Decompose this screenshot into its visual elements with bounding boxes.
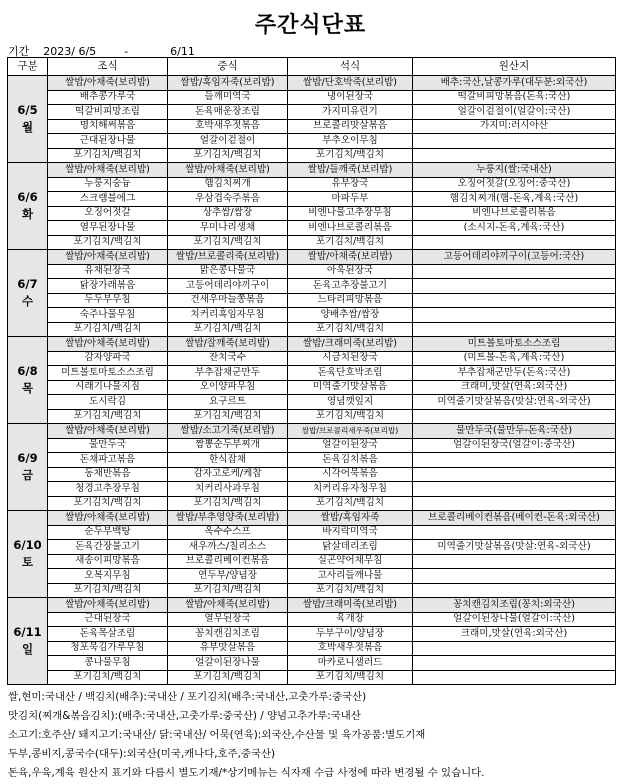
dinner-cell: 고사리들깨나물 <box>288 569 413 584</box>
note-line: 소고기:호주산/ 돼지고기:국내산/ 닭:국내산/ 어묵(연육):외국산,수산물 및 육가공품:별도기재 <box>8 729 426 741</box>
origin-cell: 미트볼토마토소스조림 <box>413 337 616 352</box>
origin-cell <box>413 279 616 294</box>
lunch-cell: 우삼겹숙주볶음 <box>168 192 288 207</box>
dinner-cell: 쌀밥/아채죽(보리밥) <box>288 250 413 265</box>
menu-row <box>8 409 616 424</box>
breakfast-cell: 포기김치/백김치 <box>48 496 168 511</box>
menu-row <box>8 148 616 163</box>
day-cell <box>8 337 48 424</box>
origin-cell: 크래미,맛살(연육:외국산) <box>413 380 616 395</box>
breakfast-cell: 포기김치/백김치 <box>48 322 168 337</box>
dinner-cell: 포기김치/백김치 <box>288 235 413 250</box>
menu-row <box>8 221 616 236</box>
menu-row <box>8 525 616 540</box>
header-dinner: 석식 <box>288 58 413 76</box>
day-weekday: 금 <box>21 468 34 482</box>
day-weekday: 수 <box>21 294 34 308</box>
menu-row <box>8 163 616 178</box>
period-dash: - <box>124 45 129 58</box>
origin-cell: 고등어데리야끼구이(고등어:국산) <box>413 250 616 265</box>
menu-row <box>8 511 616 526</box>
breakfast-cell: 숙주나물무침 <box>48 308 168 323</box>
page-title: 주간식단표 <box>254 13 367 38</box>
menu-row <box>8 670 616 685</box>
dinner-cell: 시각어묵볶음 <box>288 467 413 482</box>
dinner-cell: 아욱된장국 <box>288 264 413 279</box>
day-date: 6/9 <box>17 450 38 465</box>
lunch-cell: 상추쌈/쌈장 <box>168 206 288 221</box>
day-cell <box>8 250 48 337</box>
origin-cell: 가지미:러시아산 <box>413 119 616 134</box>
menu-row <box>8 467 616 482</box>
origin-cell <box>413 656 616 671</box>
origin-cell <box>413 482 616 497</box>
breakfast-cell: 오복지무침 <box>48 569 168 584</box>
lunch-cell: 포기김치/백김치 <box>168 235 288 250</box>
lunch-cell: 맑은콩나물국 <box>168 264 288 279</box>
lunch-cell: 브로콜리베이컨볶음 <box>168 554 288 569</box>
origin-cell: 햄김치찌개(햄-돈육,계육:국산) <box>413 192 616 207</box>
breakfast-cell: 포기김치/백김치 <box>48 670 168 685</box>
lunch-cell: 얼갈이겉절이 <box>168 134 288 149</box>
dinner-cell: 부추오이무침 <box>288 134 413 149</box>
dinner-cell: 느타리피망볶음 <box>288 293 413 308</box>
dinner-cell: 쌀밥/흑임자죽 <box>288 511 413 526</box>
dinner-cell: 치커리유자청무침 <box>288 482 413 497</box>
dinner-cell: 실곤약어채무침 <box>288 554 413 569</box>
menu-row <box>8 322 616 337</box>
breakfast-cell: 청포묵김가루무침 <box>48 641 168 656</box>
menu-row <box>8 395 616 410</box>
breakfast-cell: 동채반볶음 <box>48 467 168 482</box>
lunch-cell: 짬뽕순두부찌개 <box>168 438 288 453</box>
origin-cell <box>413 264 616 279</box>
lunch-cell: 쌀밥/아채죽(보리밥) <box>168 598 288 613</box>
dinner-cell: 쌀밥/크래미죽(보리밥) <box>288 598 413 613</box>
menu-row <box>8 105 616 120</box>
lunch-cell: 쌀밥/잘깨죽(보리밥) <box>168 337 288 352</box>
breakfast-cell: 스크램블에그 <box>48 192 168 207</box>
note-line: 두부,콩비지,콩국수(대두):외국산(미국,캐나다,호주,중국산) <box>8 748 276 760</box>
breakfast-cell: 유채된장국 <box>48 264 168 279</box>
origin-cell: 부추잡채군만두(돈육:국산) <box>413 366 616 381</box>
dinner-cell: 냉이된장국 <box>288 90 413 105</box>
lunch-cell: 햄김치찌개 <box>168 177 288 192</box>
origin-cell <box>413 670 616 685</box>
lunch-cell: 치커리흑임자무침 <box>168 308 288 323</box>
day-weekday: 토 <box>21 555 34 569</box>
lunch-cell: 쌀밥/부추영양죽(보리밥) <box>168 511 288 526</box>
dinner-cell: 비엔나브로콜리볶음 <box>288 221 413 236</box>
breakfast-cell: 청경고추장무침 <box>48 482 168 497</box>
menu-row <box>8 293 616 308</box>
period-start: 2023/ 6/5 <box>43 45 97 58</box>
lunch-cell: 쌀밥/아채죽(보리밥) <box>168 163 288 178</box>
dinner-cell: 마카로니샐러드 <box>288 656 413 671</box>
origin-cell: 얼갈이된장국(얼갈이:중국산) <box>413 438 616 453</box>
menu-row <box>8 119 616 134</box>
breakfast-cell: 근대된장나물 <box>48 134 168 149</box>
dinner-cell: 포기김치/백김치 <box>288 583 413 598</box>
lunch-cell: 호박새우젓볶음 <box>168 119 288 134</box>
dinner-cell: 얼갈이된장국 <box>288 438 413 453</box>
dinner-cell: 두부구이/양념장 <box>288 627 413 642</box>
dinner-cell: 비엔나물고추장무침 <box>288 206 413 221</box>
origin-cell: 얼갈이된장나물(얼갈이:국산) <box>413 612 616 627</box>
header-lunch: 중식 <box>168 58 288 76</box>
note-line: 쌀,현미:국내산 / 백김치(배추):국내산 / 포기김치(배추:국내산,고춧가루:중국산) <box>8 691 367 703</box>
dinner-cell: 양배추쌈/쌈장 <box>288 308 413 323</box>
lunch-cell: 들깨미역국 <box>168 90 288 105</box>
breakfast-cell: 포기김치/백김치 <box>48 409 168 424</box>
dinner-cell: 미역줄기맛살볶음 <box>288 380 413 395</box>
menu-row <box>8 76 616 91</box>
origin-cell: (소시지-돈육,계육:국산) <box>413 221 616 236</box>
lunch-cell: 포기김치/백김치 <box>168 409 288 424</box>
origin-cell <box>413 583 616 598</box>
menu-row <box>8 540 616 555</box>
lunch-cell: 돈육매운장조림 <box>168 105 288 120</box>
day-weekday: 월 <box>21 120 34 134</box>
dinner-cell: 육개장 <box>288 612 413 627</box>
header-breakfast: 조식 <box>48 58 168 76</box>
origin-cell <box>413 467 616 482</box>
breakfast-cell: 떡갈비피망조림 <box>48 105 168 120</box>
day-date: 6/5 <box>17 102 38 117</box>
origin-cell: 미역줄기맛살볶음(맛살:연육-외국산) <box>413 395 616 410</box>
note-line: 맛김치(찌개&볶음김치):(배추:국내산,고춧가루:중국산) / 양념고추가루:국내산 <box>8 710 361 722</box>
dinner-cell: 포기김치/백김치 <box>288 322 413 337</box>
day-date: 6/10 <box>13 537 42 552</box>
lunch-cell: 쌀밥/소고기죽(보리밥) <box>168 424 288 439</box>
origin-cell <box>413 641 616 656</box>
breakfast-cell: 쌀밥/아채죽(보리밥) <box>48 337 168 352</box>
menu-row <box>8 177 616 192</box>
lunch-cell: 열무된장국 <box>168 612 288 627</box>
lunch-cell: 포기김치/백김치 <box>168 583 288 598</box>
dinner-cell: 쌀밥/브로콜리새우죽(보리밥) <box>288 424 413 439</box>
lunch-cell: 요구르트 <box>168 395 288 410</box>
menu-row <box>8 598 616 613</box>
origin-cell: 브로콜리베이컨볶음(베이컨-돈육:외국산) <box>413 511 616 526</box>
lunch-cell: 포기김치/백김치 <box>168 670 288 685</box>
breakfast-cell: 쌀밥/아채죽(보리밥) <box>48 163 168 178</box>
menu-row <box>8 264 616 279</box>
lunch-cell: 옥수수스프 <box>168 525 288 540</box>
breakfast-cell: 쌀밥/아채죽(보리밥) <box>48 511 168 526</box>
origin-cell: 꽁치캔김치조림(꽁치:외국산) <box>413 598 616 613</box>
menu-row <box>8 424 616 439</box>
day-cell <box>8 163 48 250</box>
origin-cell <box>413 293 616 308</box>
dinner-cell: 돈육고추장불고기 <box>288 279 413 294</box>
breakfast-cell: 돈육간장불고기 <box>48 540 168 555</box>
breakfast-cell: 도시락김 <box>48 395 168 410</box>
menu-row <box>8 206 616 221</box>
menu-row <box>8 380 616 395</box>
lunch-cell: 얼갈이된장나물 <box>168 656 288 671</box>
lunch-cell: 쌀밥/브로콜리죽(보리밥) <box>168 250 288 265</box>
header-origin: 원산지 <box>413 58 616 76</box>
menu-row <box>8 235 616 250</box>
breakfast-cell: 배추콩가루국 <box>48 90 168 105</box>
breakfast-cell: 누룽지숭늉 <box>48 177 168 192</box>
breakfast-cell: 감자양파국 <box>48 351 168 366</box>
origin-cell: 미역줄기맛살볶음(맛살:연육-외국산) <box>413 540 616 555</box>
day-date: 6/6 <box>17 189 38 204</box>
dinner-cell: 포기김치/백김치 <box>288 148 413 163</box>
lunch-cell: 새우까스/칠리소스 <box>168 540 288 555</box>
menu-row <box>8 583 616 598</box>
origin-cell <box>413 554 616 569</box>
origin-cell <box>413 235 616 250</box>
lunch-cell: 잔치국수 <box>168 351 288 366</box>
breakfast-cell: 순두부백탕 <box>48 525 168 540</box>
lunch-cell: 무미나리생채 <box>168 221 288 236</box>
breakfast-cell: 미트볼토마토소스조림 <box>48 366 168 381</box>
origin-cell <box>413 308 616 323</box>
lunch-cell: 포기김치/백김치 <box>168 496 288 511</box>
lunch-cell: 치커리사과무침 <box>168 482 288 497</box>
origin-cell: 배추:국산,날콩가루(대두분:외국산) <box>413 76 616 91</box>
menu-row <box>8 438 616 453</box>
dinner-cell: 돈육단호박조림 <box>288 366 413 381</box>
dinner-cell: 돈육김치볶음 <box>288 453 413 468</box>
dinner-cell: 마파두부 <box>288 192 413 207</box>
origin-cell: 비엔나브로콜리볶음 <box>413 206 616 221</box>
header-row <box>8 58 616 76</box>
origin-cell: 누룽지(쌀:국내산) <box>413 163 616 178</box>
menu-row <box>8 250 616 265</box>
origin-notes <box>8 688 616 783</box>
menu-row <box>8 351 616 366</box>
breakfast-cell: 쌀밥/아채죽(보리밥) <box>48 424 168 439</box>
breakfast-cell: 두두부무침 <box>48 293 168 308</box>
origin-cell: 크래미,맛살(연육:외국산) <box>413 627 616 642</box>
menu-row <box>8 337 616 352</box>
lunch-cell: 건새우마늘쫑볶음 <box>168 293 288 308</box>
lunch-cell: 감자고로케/케찹 <box>168 467 288 482</box>
day-date: 6/8 <box>17 363 38 378</box>
menu-row <box>8 453 616 468</box>
menu-row <box>8 569 616 584</box>
day-date: 6/7 <box>17 276 38 291</box>
lunch-cell: 유부맛살볶음 <box>168 641 288 656</box>
lunch-cell: 오이양파무침 <box>168 380 288 395</box>
day-weekday: 목 <box>21 381 34 395</box>
origin-cell <box>413 148 616 163</box>
header-category: 구분 <box>8 58 48 76</box>
day-cell <box>8 76 48 163</box>
breakfast-cell: 시래기나물지짐 <box>48 380 168 395</box>
menu-row <box>8 496 616 511</box>
origin-cell <box>413 569 616 584</box>
period-end: 6/11 <box>170 45 195 58</box>
menu-row <box>8 279 616 294</box>
origin-cell <box>413 322 616 337</box>
lunch-cell: 꽁치캔김치조림 <box>168 627 288 642</box>
breakfast-cell: 새송이피망볶음 <box>48 554 168 569</box>
breakfast-cell: 돈육목살조림 <box>48 627 168 642</box>
menu-body <box>8 76 616 685</box>
day-cell <box>8 598 48 685</box>
day-cell <box>8 511 48 598</box>
dinner-cell: 쌀밥/들깨죽(보리밥) <box>288 163 413 178</box>
lunch-cell: 포기김치/백김치 <box>168 148 288 163</box>
breakfast-cell: 포기김치/백김치 <box>48 583 168 598</box>
breakfast-cell: 오징어젓갈 <box>48 206 168 221</box>
menu-row <box>8 482 616 497</box>
dinner-cell: 쌀밥/크래미죽(보리밥) <box>288 337 413 352</box>
menu-row <box>8 192 616 207</box>
menu-row <box>8 134 616 149</box>
period-label: 기간 <box>8 45 30 58</box>
origin-cell <box>413 409 616 424</box>
menu-row <box>8 90 616 105</box>
breakfast-cell: 닭장가래볶음 <box>48 279 168 294</box>
day-cell <box>8 424 48 511</box>
lunch-cell: 고등어데리야끼구이 <box>168 279 288 294</box>
dinner-cell: 포기김치/백김치 <box>288 409 413 424</box>
menu-row <box>8 554 616 569</box>
menu-row <box>8 308 616 323</box>
menu-row <box>8 366 616 381</box>
lunch-cell: 쌀밥/흑임자죽(보리밥) <box>168 76 288 91</box>
menu-row <box>8 656 616 671</box>
lunch-cell: 연두부/양념장 <box>168 569 288 584</box>
menu-table <box>7 57 616 685</box>
dinner-cell: 바지락미역국 <box>288 525 413 540</box>
breakfast-cell: 쌀밥/아채죽(보리밥) <box>48 598 168 613</box>
dinner-cell: 호박새우젓볶음 <box>288 641 413 656</box>
dinner-cell: 영념깻잎지 <box>288 395 413 410</box>
origin-cell: 얼갈이겉절이(얼갈이:국산) <box>413 105 616 120</box>
menu-row <box>8 627 616 642</box>
breakfast-cell: 쌀밥/아채죽(보리밥) <box>48 76 168 91</box>
dinner-cell: 가지미유린기 <box>288 105 413 120</box>
lunch-cell: 부추잡채군만두 <box>168 366 288 381</box>
day-weekday: 일 <box>21 642 34 656</box>
breakfast-cell: 쌀밥/아채죽(보리밥) <box>48 250 168 265</box>
day-weekday: 화 <box>21 207 34 221</box>
note-line: 돈육,우육,계육 원산지 표기와 다름시 별도기재/*상기메뉴는 식자재 수급 사정에 따라 변경될 수 있습니다. <box>8 767 485 779</box>
lunch-cell: 한식잡채 <box>168 453 288 468</box>
breakfast-cell: 포기김치/백김치 <box>48 235 168 250</box>
origin-cell <box>413 134 616 149</box>
dinner-cell: 브로콜리맛살볶음 <box>288 119 413 134</box>
day-date: 6/11 <box>13 624 42 639</box>
menu-row <box>8 612 616 627</box>
breakfast-cell: 근대된장국 <box>48 612 168 627</box>
breakfast-cell: 열무된장나물 <box>48 221 168 236</box>
origin-cell <box>413 525 616 540</box>
origin-cell: 떡갈비피망볶음(돈육:국산) <box>413 90 616 105</box>
dinner-cell: 닭살데리조림 <box>288 540 413 555</box>
origin-cell: 오징어젓갈(오징어:중국산) <box>413 177 616 192</box>
dinner-cell: 쌀밥/단호박죽(보리밥) <box>288 76 413 91</box>
dinner-cell: 포기김치/백김치 <box>288 670 413 685</box>
breakfast-cell: 포기김치/백김치 <box>48 148 168 163</box>
origin-cell <box>413 496 616 511</box>
dinner-cell: 유부장국 <box>288 177 413 192</box>
dinner-cell: 시금치된장국 <box>288 351 413 366</box>
menu-row <box>8 641 616 656</box>
origin-cell: 물만두국(물만두-돈육:국산) <box>413 424 616 439</box>
origin-cell <box>413 453 616 468</box>
breakfast-cell: 명치해써볶음 <box>48 119 168 134</box>
dinner-cell: 포기김치/백김치 <box>288 496 413 511</box>
breakfast-cell: 돈채파고볶음 <box>48 453 168 468</box>
breakfast-cell: 물만두국 <box>48 438 168 453</box>
lunch-cell: 포기김치/백김치 <box>168 322 288 337</box>
origin-cell: (미트볼-돈육,계육:국산) <box>413 351 616 366</box>
breakfast-cell: 콩나물무침 <box>48 656 168 671</box>
